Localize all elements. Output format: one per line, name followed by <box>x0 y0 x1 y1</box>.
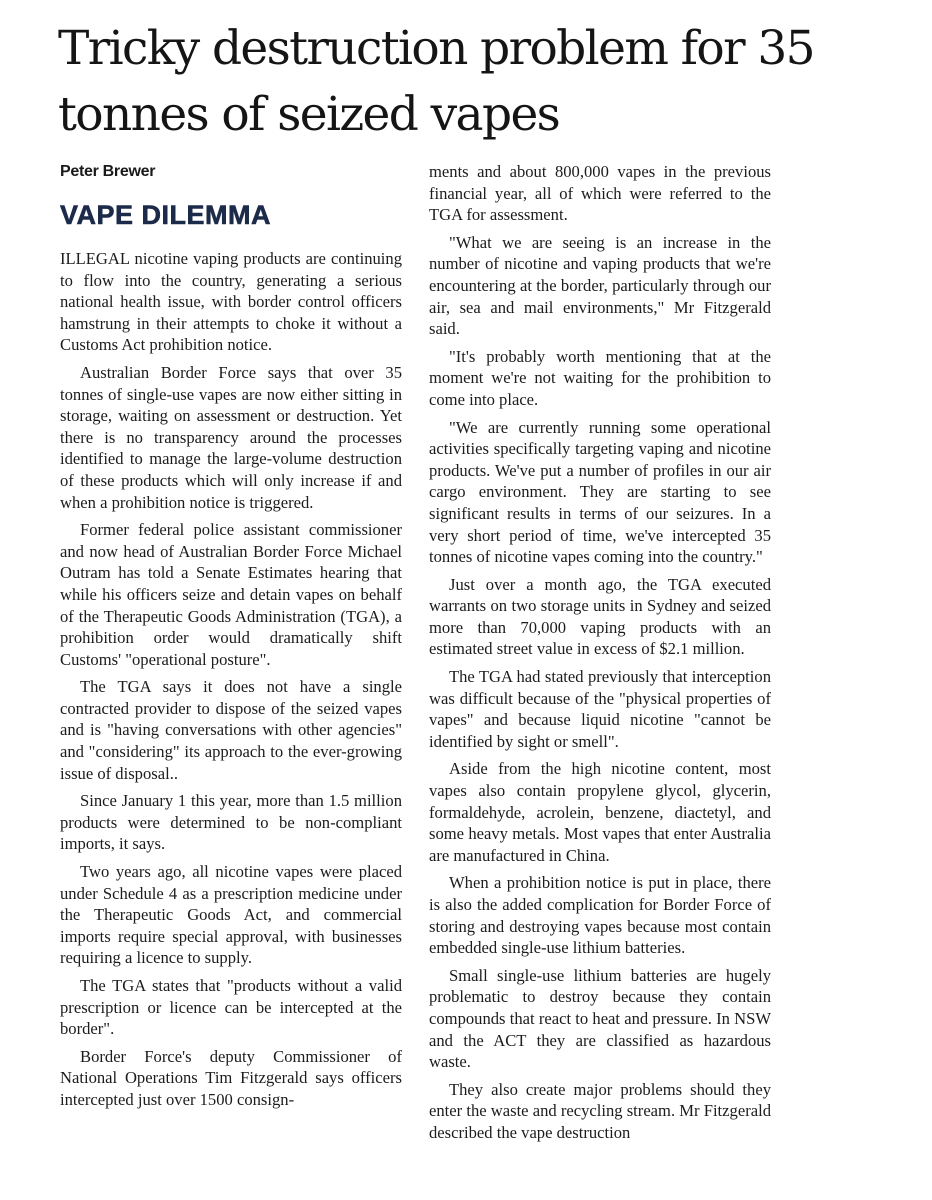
paragraph: Aside from the high nicotine content, most vapes also contain propylene glycol, glycerin, formaldehyde, acrolein, benzene, diactetyl, and some heavy metals. Most vapes that enter Australia are manufactured in China. <box>429 759 771 865</box>
paragraph: Just over a month ago, the TGA executed warrants on two storage units in Sydney and seized more than 70,000 vaping products with an estimated street value in excess of $2.1 million. <box>429 574 771 659</box>
paragraph: "It's probably worth mentioning that at the moment we're not waiting for the prohibition to come into place. <box>429 346 771 409</box>
headline: Tricky destruction problem for 35 tonnes of seized vapes <box>58 21 814 142</box>
paragraph: The TGA had stated previously that interception was difficult because of the "physical properties of vapes" and because liquid nicotine "cannot be identified by sight or smell". <box>429 667 771 751</box>
left-column <box>60 248 402 1117</box>
paragraph: Two years ago, all nicotine vapes were placed under Schedule 4 as a prescription medicine under the Therapeutic Goods Act, and commercial imports require special approval, with businesses requiring a licence to supply. <box>60 862 402 968</box>
paragraph: "We are currently running some operational activities specifically targeting vaping and nicotine products. We've put a number of profiles in our air cargo environment. They are starting to see significant results in terms of our seizures. In a very short period of time, we've intercepted 35 tonnes of nicotine vapes coming into the country." <box>429 417 771 567</box>
paragraph: Former federal police assistant commissioner and now head of Australian Border Force Michael Outram has told a Senate Estimates hearing that while his officers seize and detain vapes on behalf of the Therapeutic Goods Administration (TGA), a prohibition order would dramatically shift Customs' "operational posture". <box>60 520 402 669</box>
byline: Peter Brewer <box>60 163 156 180</box>
right-column <box>429 161 771 1150</box>
paragraph: They also create major problems should they enter the waste and recycling stream. Mr Fitzgerald described the vape destruction <box>429 1079 771 1142</box>
paragraph: Since January 1 this year, more than 1.5 million products were determined to be non-compliant imports, it says. <box>60 791 402 854</box>
paragraph: "What we are seeing is an increase in the number of nicotine and vaping products that we're encountering at the border, particularly through our air, sea and mail environments," Mr Fitzgerald said. <box>429 232 771 339</box>
paragraph: Border Force's deputy Commissioner of National Operations Tim Fitzgerald says officers intercepted just over 1500 consign- <box>60 1046 402 1109</box>
section-kicker: VAPE DILEMMA <box>60 200 272 230</box>
paragraph: The TGA says it does not have a single contracted provider to dispose of the seized vapes and is "having conversations with other agencies" and "considering" its approach to the ever-growing issue of disposal.. <box>60 677 402 783</box>
paragraph: ILLEGAL nicotine vaping products are continuing to flow into the country, generating a serious national health issue, with border control officers hamstrung in their attempts to choke it without a Customs Act prohibition notice. <box>60 249 402 355</box>
paragraph: The TGA states that "products without a valid prescription or licence can be intercepted at the border". <box>60 976 402 1039</box>
paragraph: ments and about 800,000 vapes in the previous financial year, all of which were referred to the TGA for assessment. <box>429 162 771 225</box>
paragraph: Small single-use lithium batteries are hugely problematic to destroy because they contain compounds that react to heat and pressure. In NSW and the ACT they are classified as hazardous waste. <box>429 965 771 1072</box>
paragraph: When a prohibition notice is put in place, there is also the added complication for Border Force of storing and destroying vapes because most contain embedded single-use lithium batteries. <box>429 873 771 958</box>
paragraph: Australian Border Force says that over 35 tonnes of single-use vapes are now either sitting in storage, waiting on assessment or destruction. Yet there is no transparency around the processes identified to manage the large-volume destruction of these products which will only increase if and when a prohibition notice is triggered. <box>60 362 402 512</box>
